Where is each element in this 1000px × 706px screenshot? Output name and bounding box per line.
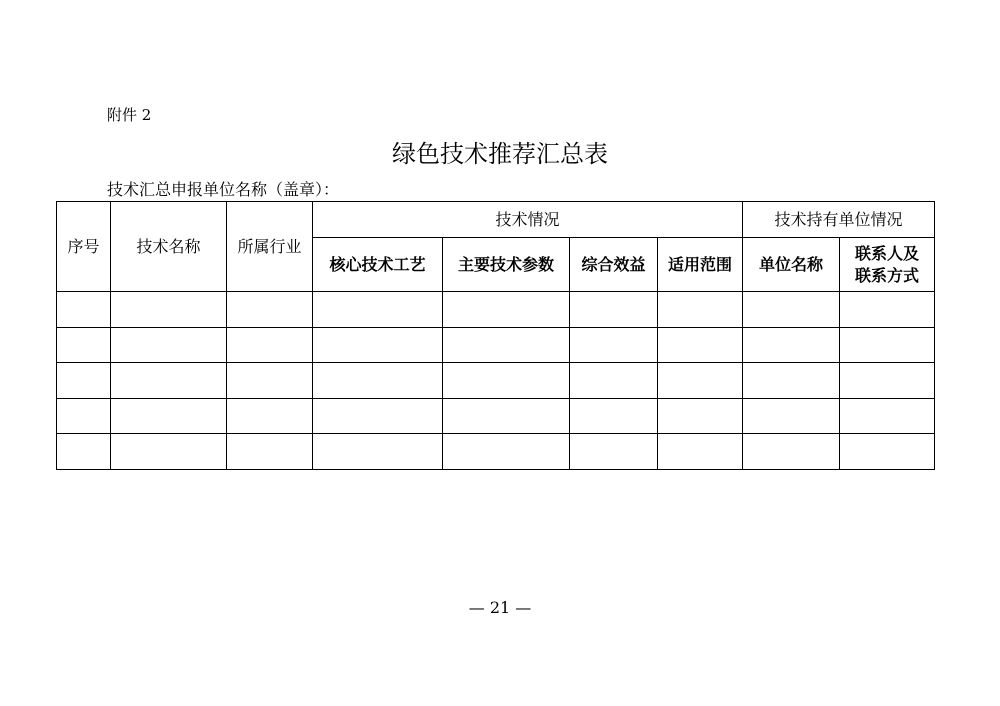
table-cell[interactable] [840,292,935,328]
table-cell[interactable] [227,363,313,399]
table-cell[interactable] [658,292,743,328]
table-cell[interactable] [658,398,743,434]
table-header-row-1 [57,202,935,238]
table-cell[interactable] [840,434,935,470]
table-cell[interactable] [743,434,840,470]
table-cell[interactable] [743,327,840,363]
table-cell[interactable] [227,398,313,434]
table-cell[interactable] [111,434,227,470]
table-cell[interactable] [840,398,935,434]
table-cell[interactable] [111,292,227,328]
header-contact-line2: 联系方式 [855,265,920,285]
header-contact [840,238,935,292]
table-cell[interactable] [443,292,570,328]
table-cell[interactable] [313,327,443,363]
table-cell[interactable] [111,363,227,399]
table-row [57,327,935,363]
table-cell[interactable] [57,398,111,434]
table-cell[interactable] [840,327,935,363]
table-cell[interactable] [570,434,658,470]
table-row [57,398,935,434]
table-cell[interactable] [570,327,658,363]
table-cell[interactable] [840,363,935,399]
table-cell[interactable] [443,327,570,363]
header-group-tech: 技术情况 [313,202,743,238]
table-cell[interactable] [313,398,443,434]
header-group-holder: 技术持有单位情况 [743,202,935,238]
table-cell[interactable] [743,292,840,328]
table-cell[interactable] [443,398,570,434]
table-cell[interactable] [443,434,570,470]
table-cell[interactable] [743,398,840,434]
table-cell[interactable] [313,363,443,399]
header-unit-name: 单位名称 [743,238,840,292]
table-cell[interactable] [227,434,313,470]
table-row [57,363,935,399]
page-number: — 21 — [468,598,532,617]
header-core-process: 核心技术工艺 [313,238,443,292]
header-seq: 序号 [57,202,111,292]
table-cell[interactable] [227,292,313,328]
table-cell[interactable] [111,398,227,434]
header-contact-line1: 联系人及 [855,243,920,263]
table-cell[interactable] [570,398,658,434]
table-cell[interactable] [570,363,658,399]
header-industry: 所属行业 [227,202,313,292]
table-row [57,434,935,470]
table-cell[interactable] [227,327,313,363]
table-cell[interactable] [313,292,443,328]
table-cell[interactable] [658,363,743,399]
header-scope: 适用范围 [658,238,743,292]
table-cell[interactable] [658,434,743,470]
table-cell[interactable] [443,363,570,399]
table-cell[interactable] [57,292,111,328]
table-cell[interactable] [111,327,227,363]
attachment-label: 附件 2 [107,106,152,124]
table-row [57,292,935,328]
page-title: 绿色技术推荐汇总表 [392,140,608,168]
applicant-unit-label: 技术汇总申报单位名称（盖章）： [107,180,340,199]
table-cell[interactable] [570,292,658,328]
table-cell[interactable] [57,327,111,363]
header-tech-name: 技术名称 [111,202,227,292]
header-main-params: 主要技术参数 [443,238,570,292]
table-cell[interactable] [57,363,111,399]
table-cell[interactable] [57,434,111,470]
summary-table [56,201,935,470]
table-cell[interactable] [658,327,743,363]
table-cell[interactable] [313,434,443,470]
header-benefit: 综合效益 [570,238,658,292]
table-cell[interactable] [743,363,840,399]
